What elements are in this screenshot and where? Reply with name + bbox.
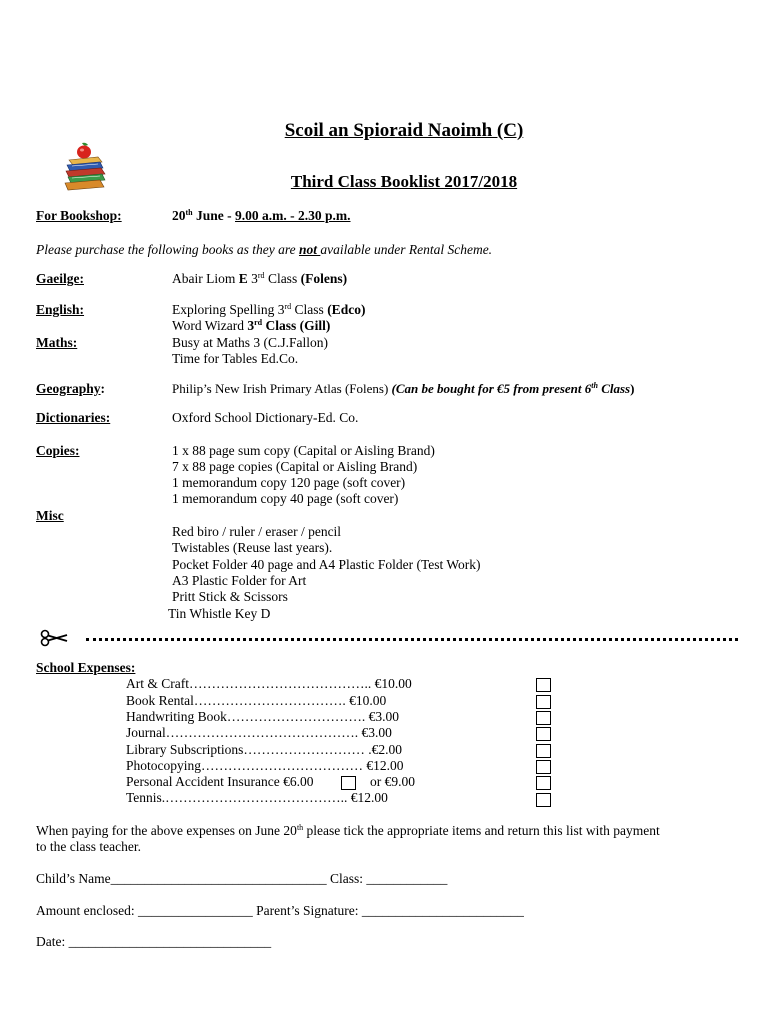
bookshop-month: June - (192, 208, 236, 223)
expense-checkbox[interactable] (536, 760, 551, 774)
maths-book-1: Busy at Maths 3 (C.J.Fallon) (172, 335, 329, 350)
english-book-2 (172, 318, 330, 334)
english-book-1-b: Class (291, 302, 328, 317)
tennis-item: Tennis.………………………………….. €12.00 (126, 790, 388, 805)
expense-item: Book Rental……………………………. €10.00 (126, 693, 387, 708)
scissors-icon (40, 628, 70, 648)
misc-item: Twistables (Reuse last years). (172, 540, 333, 555)
instructions-line-2: to the class teacher. (36, 839, 141, 854)
bookshop-day: 20 (172, 208, 186, 223)
expense-item: Handwriting Book…………………………. €3.00 (126, 709, 399, 724)
notice-after: available under Rental Scheme. (320, 242, 493, 257)
geography-label: Geography (36, 381, 101, 396)
tennis-checkbox[interactable] (536, 793, 551, 807)
misc-label: Misc (36, 508, 64, 523)
date-field[interactable]: Date: ______________________________ (36, 934, 272, 949)
misc-item: Pritt Stick & Scissors (172, 589, 288, 604)
bookshop-label: For Bookshop: (36, 208, 122, 223)
geography-note-sup: th (591, 381, 598, 390)
geography-colon: : (100, 381, 106, 396)
booklist-title: Third Class Booklist 2017/2018 (290, 172, 518, 191)
cut-line (86, 638, 738, 641)
expense-checkbox[interactable] (536, 678, 551, 692)
instructions-b: please tick the appropriate items and return this list with payment (303, 823, 660, 838)
geography-note-c: ) (630, 381, 635, 396)
copies-item: 7 x 88 page copies (Capital or Aisling Brand) (172, 459, 418, 474)
dictionaries-book: Oxford School Dictionary-Ed. Co. (172, 410, 359, 425)
expense-checkbox[interactable] (536, 744, 551, 758)
notice-before: Please purchase the following books as they are (36, 242, 299, 257)
gaeilge-label: Gaeilge: (36, 271, 84, 286)
instructions-line-1 (36, 823, 660, 839)
expense-checkbox[interactable] (536, 711, 551, 725)
gaeilge-publisher: (Folens) (300, 271, 348, 286)
english-book-2-a: Word Wizard (172, 318, 248, 333)
gaeilge-book-a: Abair Liom (172, 271, 239, 286)
gaeilge-book-b: E (238, 271, 248, 286)
gaeilge-book-c: 3 (247, 271, 258, 286)
geography-book (172, 381, 634, 397)
expenses-label: School Expenses: (36, 660, 136, 675)
amount-signature-field[interactable]: Amount enclosed: _________________ Parent’s Signature: ________________________ (36, 903, 524, 918)
instructions-a: When paying for the above expenses on June 20 (36, 823, 297, 838)
geography-note-b: Class (597, 381, 631, 396)
misc-item: A3 Plastic Folder for Art (172, 573, 307, 588)
copies-item: 1 memorandum copy 120 page (soft cover) (172, 475, 406, 490)
misc-item: Red biro / ruler / eraser / pencil (172, 524, 342, 539)
expense-item: Library Subscriptions……………………… .€2.00 (126, 742, 402, 757)
geography-label-wrap (36, 381, 105, 397)
maths-label: Maths: (36, 335, 78, 350)
expense-checkbox[interactable] (536, 695, 551, 709)
gaeilge-book-sup: rd (257, 271, 265, 280)
insurance-9-option: or €9.00 (370, 774, 415, 789)
dictionaries-label: Dictionaries: (36, 410, 111, 425)
english-book-2-b: 3 (247, 318, 255, 333)
bookshop-date (172, 208, 351, 224)
expense-item: Journal……………………………………. €3.00 (126, 725, 392, 740)
rental-notice (36, 242, 492, 258)
misc-item: Tin Whistle Key D (168, 606, 271, 621)
bookshop-day-suffix: th (185, 208, 193, 217)
misc-item: Pocket Folder 40 page and A4 Plastic Folder (Test Work) (172, 557, 481, 572)
english-label: English: (36, 302, 85, 317)
notice-emphasis: not (298, 242, 321, 257)
geography-note-a: (Can be bought for €5 from present 6 (391, 381, 592, 396)
maths-book-2: Time for Tables Ed.Co. (172, 351, 299, 366)
english-book-1 (172, 302, 365, 318)
insurance-item: Personal Accident Insurance €6.00 (126, 774, 314, 789)
gaeilge-book (172, 271, 347, 287)
english-book-1-publisher: (Edco) (327, 302, 366, 317)
english-book-2-sup: rd (254, 318, 263, 327)
geography-atlas: Philip’s New Irish Primary Atlas (Folens) (172, 381, 392, 396)
english-book-1-a: Exploring Spelling 3 (172, 302, 285, 317)
instructions-sup: th (296, 823, 304, 832)
bookshop-time: 9.00 a.m. - 2.30 p.m. (235, 208, 351, 223)
copies-item: 1 x 88 page sum copy (Capital or Aisling Brand) (172, 443, 435, 458)
expense-item: Photocopying……………………………… €12.00 (126, 758, 404, 773)
expense-item: Art & Craft………………………………….. €10.00 (126, 676, 412, 691)
english-book-2-c: Class (Gill) (262, 318, 331, 333)
copies-label: Copies: (36, 443, 80, 458)
gaeilge-book-d: Class (264, 271, 301, 286)
school-name: Scoil an Spioraid Naoimh (C) (284, 120, 524, 141)
insurance-6-checkbox[interactable] (341, 776, 356, 790)
copies-item: 1 memorandum copy 40 page (soft cover) (172, 491, 399, 506)
expense-checkbox[interactable] (536, 727, 551, 741)
english-book-1-sup: rd (284, 302, 292, 311)
child-name-field[interactable]: Child’s Name________________________________ Class: ____________ (36, 871, 448, 886)
insurance-checkbox[interactable] (536, 776, 551, 790)
